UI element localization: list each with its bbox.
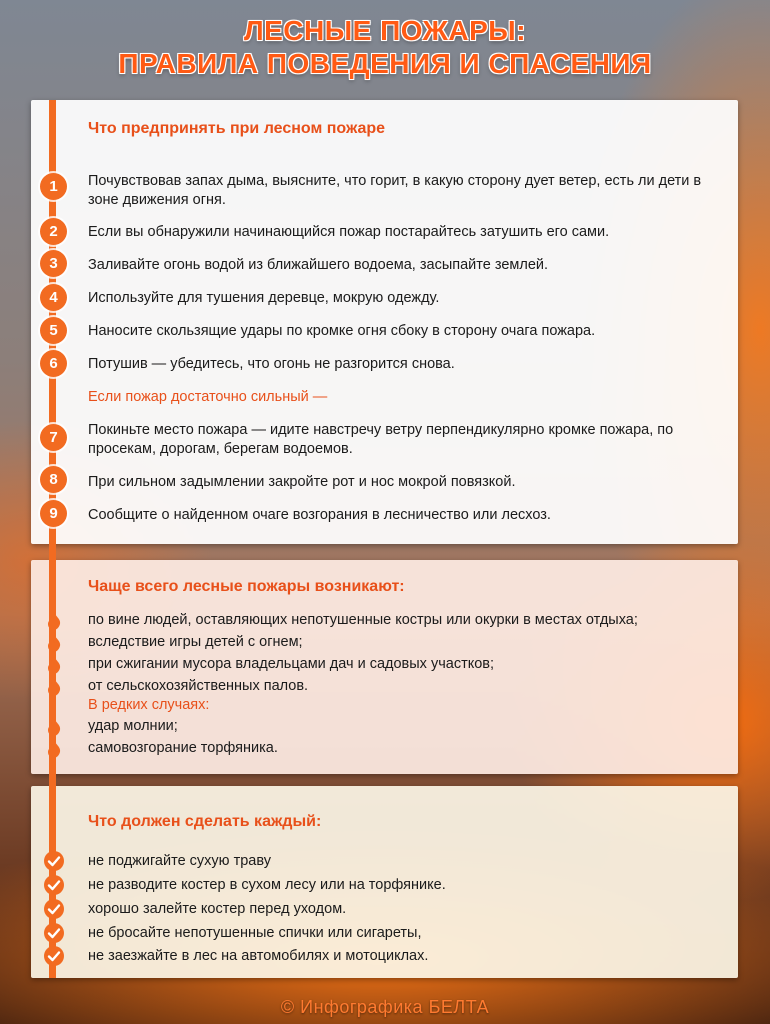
list-item: хорошо залейте костер перед уходом. (88, 901, 347, 917)
flame-number-icon: 1 (40, 173, 67, 200)
footer-credit: © Инфографика БЕЛТА (280, 997, 490, 1017)
list-item: не бросайте непотушенные спички или сигареты, (88, 925, 422, 941)
check-circle-icon (43, 898, 65, 920)
header-title-line-1: ЛЕСНЫЕ ПОЖАРЫ: (243, 15, 527, 46)
section-1-title: Что предпринять при лесном пожаре (88, 120, 386, 137)
flame-icon (44, 677, 64, 697)
flame-number-icon: 2 (40, 218, 67, 245)
flame-icon (44, 739, 64, 759)
list-item: Сообщите о найденном очаге возгорания в лесничество или лесхоз. (88, 507, 551, 523)
list-item: Покиньте место пожара — идите навстречу ветру перпендикулярно кромке пожара, по просекам, дорогам, берегам водоемов. (88, 422, 674, 457)
flame-number-icon: 6 (40, 350, 67, 377)
flame-number-icon: 8 (40, 466, 67, 493)
list-item: Наносите скользящие удары по кромке огня сбоку в сторону очага пожара. (88, 323, 596, 339)
header-title-line-2: ПРАВИЛА ПОВЕДЕНИЯ И СПАСЕНИЯ (118, 48, 652, 79)
infographic-header (0, 14, 770, 80)
list-item: не поджигайте сухую траву (88, 853, 271, 869)
check-circle-icon (43, 874, 65, 896)
list-item: при сжигании мусора владельцами дач и садовых участков; (88, 656, 495, 672)
list-item: Используйте для тушения деревце, мокрую одежду. (88, 290, 440, 306)
flame-icon (44, 611, 64, 631)
list-item: При сильном задымлении закройте рот и нос мокрой повязкой. (88, 474, 516, 490)
flame-icon (44, 633, 64, 653)
section-1-subheading: Если пожар достаточно сильный — (88, 389, 328, 405)
list-item: удар молнии; (88, 718, 178, 734)
list-item: Потушив — убедитесь, что огонь не разгорится снова. (88, 356, 455, 372)
list-item: Почувствовав запах дыма, выясните, что горит, в какую сторону дует ветер, есть ли дети в зоне движения огня. (88, 173, 702, 208)
flame-icon (44, 655, 64, 675)
section-2-title: Чаще всего лесные пожары возникают: (88, 578, 405, 595)
list-item: по вине людей, оставляющих непотушенные костры или окурки в местах отдыха; (88, 612, 638, 628)
flame-number-icon: 7 (40, 424, 67, 451)
list-item: не разводите костер в сухом лесу или на торфянике. (88, 877, 446, 893)
list-item: не заезжайте в лес на автомобилях и мотоциклах. (88, 948, 429, 964)
check-circle-icon (43, 922, 65, 944)
check-circle-icon (43, 945, 65, 967)
list-item: вследствие игры детей с огнем; (88, 634, 303, 650)
list-item: от сельскохозяйственных палов. (88, 678, 309, 694)
list-item: самовозгорание торфяника. (88, 740, 278, 756)
flame-number-icon: 4 (40, 284, 67, 311)
flame-number-icon: 5 (40, 317, 67, 344)
flame-number-icon: 3 (40, 250, 67, 277)
section-2-subheading: В редких случаях: (88, 697, 210, 713)
flame-icon (44, 717, 64, 737)
list-item: Заливайте огонь водой из ближайшего водоема, засыпайте землей. (88, 257, 549, 273)
flame-number-icon: 9 (40, 500, 67, 527)
section-3-title: Что должен сделать каждый: (88, 813, 322, 830)
list-item: Если вы обнаружили начинающийся пожар постарайтесь затушить его сами. (88, 224, 610, 240)
check-circle-icon (43, 850, 65, 872)
